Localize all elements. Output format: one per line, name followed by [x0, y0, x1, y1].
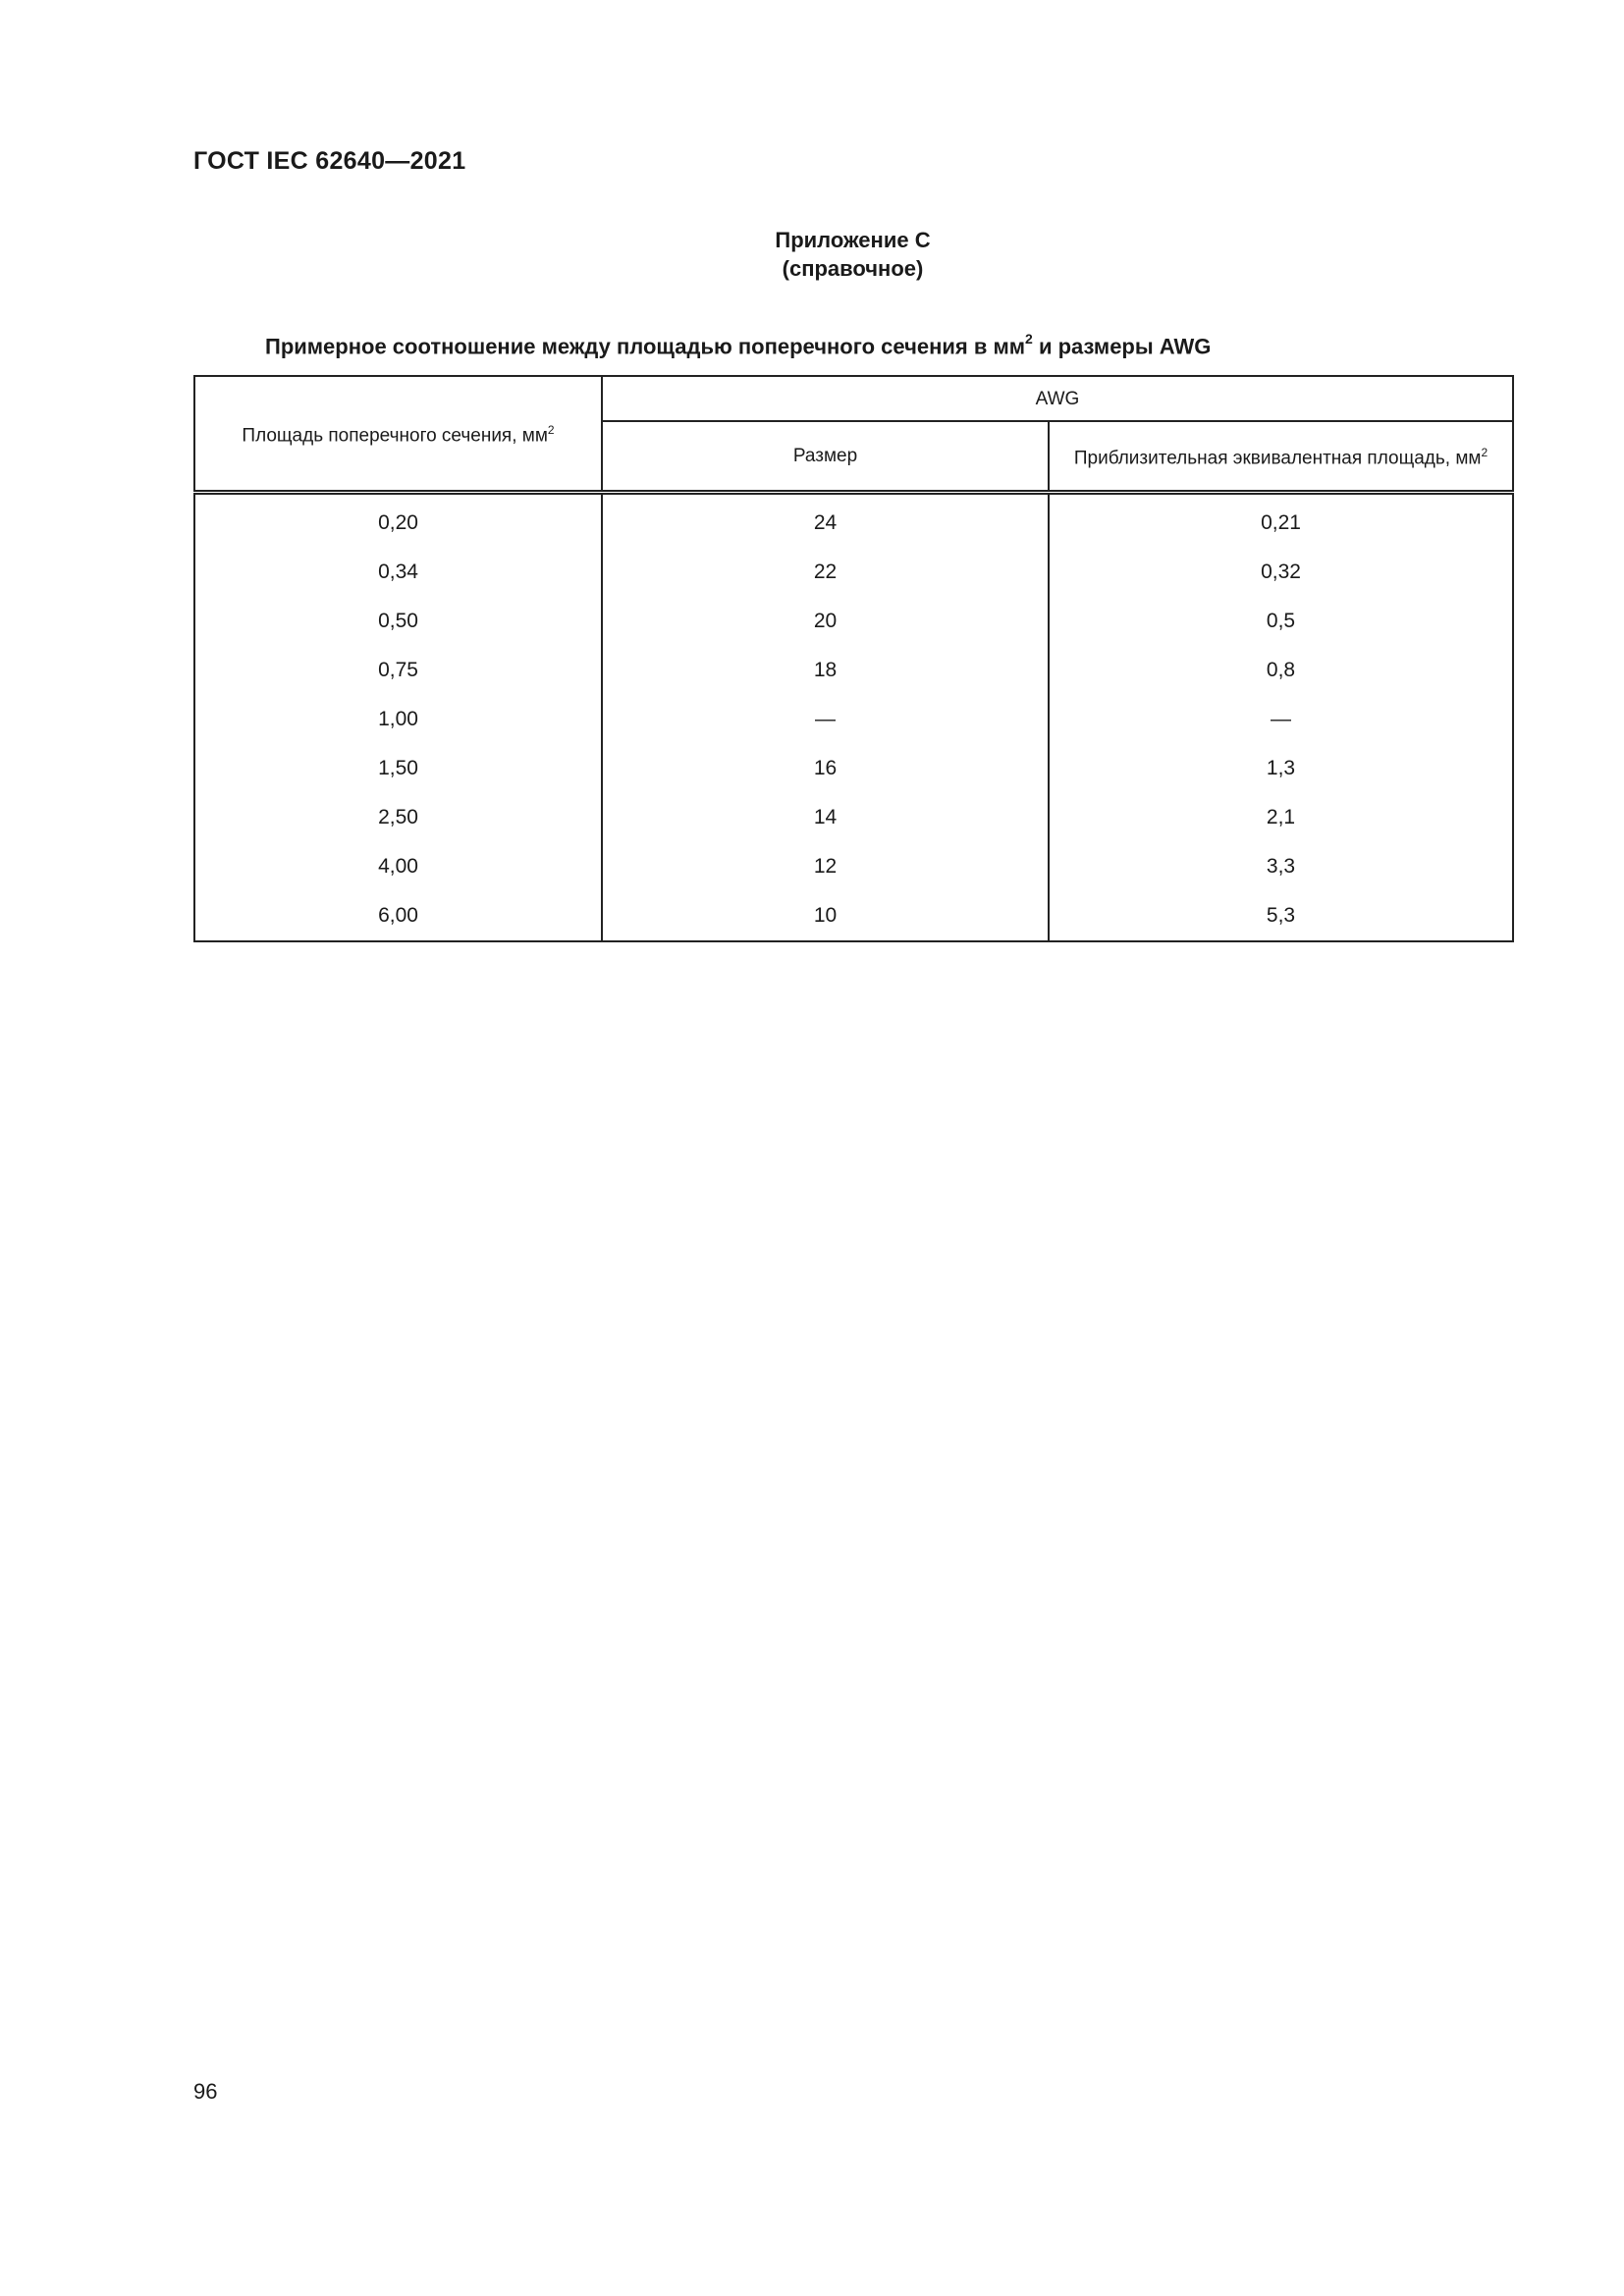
- cell-area: 0,75: [194, 646, 602, 695]
- cell-awg-size: 12: [602, 842, 1049, 891]
- header-cross-section-area: [194, 376, 602, 493]
- cell-equivalent-area: 0,32: [1049, 548, 1513, 597]
- table-row: [194, 842, 1513, 891]
- cell-awg-size: 20: [602, 597, 1049, 646]
- table-row: [194, 891, 1513, 941]
- cell-equivalent-area: 1,3: [1049, 744, 1513, 793]
- table-title-main: Примерное соотношение между площадью поперечного сечения в мм: [265, 334, 1026, 359]
- table-row: [194, 493, 1513, 549]
- header-equivalent-area: [1049, 421, 1513, 493]
- awg-table-container: [193, 375, 1512, 942]
- header-cross-section-area-superscript: 2: [547, 423, 555, 438]
- cell-area: 0,20: [194, 493, 602, 549]
- header-cross-section-area-label: Площадь поперечного сечения, мм: [242, 425, 548, 447]
- annex-title: Приложение С: [775, 228, 931, 252]
- awg-table: [193, 375, 1514, 942]
- cell-equivalent-area: 0,8: [1049, 646, 1513, 695]
- table-title: [265, 333, 1211, 359]
- cell-awg-size: 10: [602, 891, 1049, 941]
- header-equivalent-area-superscript: 2: [1481, 446, 1489, 460]
- cell-equivalent-area: 0,21: [1049, 493, 1513, 549]
- cell-area: 1,00: [194, 695, 602, 744]
- cell-equivalent-area: —: [1049, 695, 1513, 744]
- table-body: [194, 493, 1513, 942]
- cell-equivalent-area: 5,3: [1049, 891, 1513, 941]
- header-equivalent-area-label: Приблизительная эквивалентная площадь, мм: [1073, 448, 1482, 469]
- annex-heading: [0, 226, 1624, 283]
- header-row-top: [194, 376, 1513, 421]
- cell-awg-size: 24: [602, 493, 1049, 549]
- cell-area: 2,50: [194, 793, 602, 842]
- table-row: [194, 793, 1513, 842]
- cell-area: 0,34: [194, 548, 602, 597]
- cell-awg-size: 14: [602, 793, 1049, 842]
- header-awg-group: AWG: [602, 376, 1513, 421]
- table-title-tail: и размеры AWG: [1032, 334, 1212, 359]
- cell-awg-size: 22: [602, 548, 1049, 597]
- cell-equivalent-area: 3,3: [1049, 842, 1513, 891]
- table-row: [194, 646, 1513, 695]
- header-awg-size: Размер: [602, 421, 1049, 493]
- cell-awg-size: 18: [602, 646, 1049, 695]
- annex-subtitle: (справочное): [782, 256, 924, 281]
- cell-area: 4,00: [194, 842, 602, 891]
- table-row: [194, 597, 1513, 646]
- cell-area: 1,50: [194, 744, 602, 793]
- document-code: ГОСТ IEC 62640—2021: [193, 147, 466, 175]
- table-row: [194, 744, 1513, 793]
- cell-area: 6,00: [194, 891, 602, 941]
- cell-equivalent-area: 0,5: [1049, 597, 1513, 646]
- table-row: [194, 548, 1513, 597]
- cell-equivalent-area: 2,1: [1049, 793, 1513, 842]
- cell-awg-size: —: [602, 695, 1049, 744]
- table-title-superscript: 2: [1025, 331, 1033, 347]
- table-row: [194, 695, 1513, 744]
- cell-area: 0,50: [194, 597, 602, 646]
- cell-awg-size: 16: [602, 744, 1049, 793]
- page-number: 96: [193, 2079, 218, 2104]
- table-header: [194, 376, 1513, 493]
